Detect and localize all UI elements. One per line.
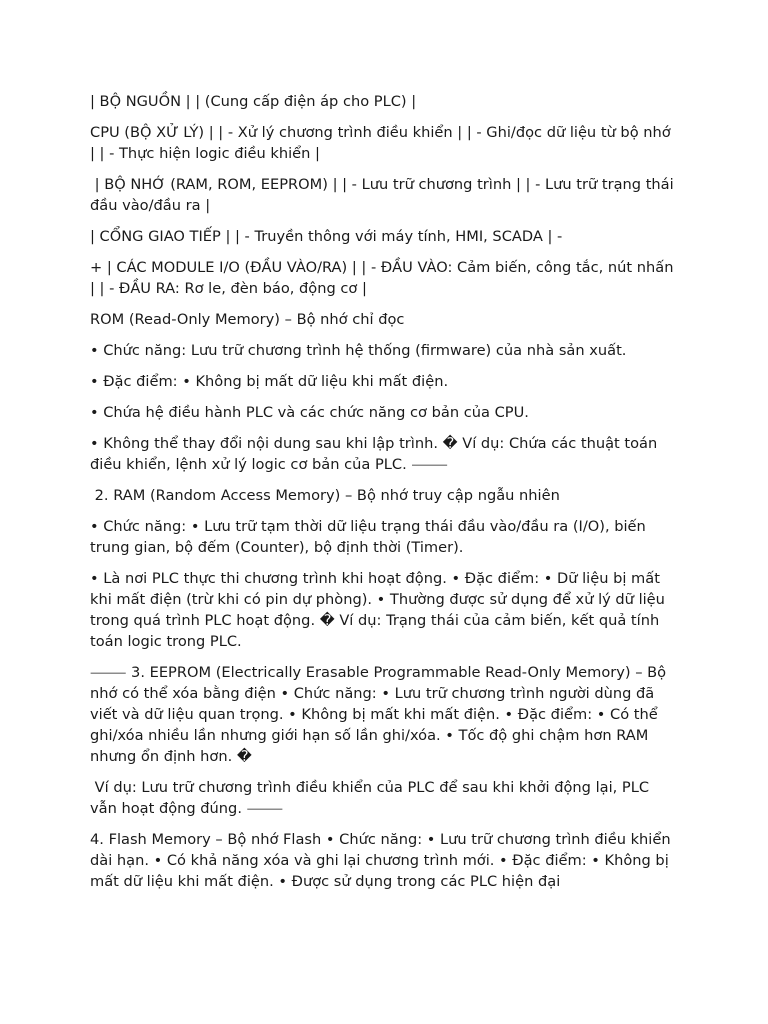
paragraph-eeprom: ⸻ 3. EEPROM (Electrically Erasable Programmable Read-Only Memory) – Bộ nhớ có thể xóa bằng điện • Chức năng: • Lưu trữ chương trình người dùng đã viết và dữ liệu quan trọng. • Không bị mất khi mất điện. • Đặc điểm: • Có thể ghi/xóa nhiều lần nhưng giới hạn số lần ghi/xóa. • Tốc độ ghi chậm hơn RAM nhưng ổn định hơn. �	[90, 664, 671, 765]
paragraph-ram-function: • Chức năng: • Lưu trữ tạm thời dữ liệu trạng thái đầu vào/đầu ra (I/O), biến trung gian, bộ đếm (Counter), bộ định thời (Timer).	[90, 518, 651, 556]
document-body	[90, 91, 678, 902]
paragraph-io-modules: + | CÁC MODULE I/O (ĐẦU VÀO/RA) | | - ĐẦU VÀO: Cảm biến, công tắc, nút nhấn | | - ĐẦU RA: Rơ le, đèn báo, động cơ |	[90, 259, 679, 297]
paragraph-cpu: CPU (BỘ XỬ LÝ) | | - Xử lý chương trình điều khiển | | - Ghi/đọc dữ liệu từ bộ nhớ | | - Thực hiện logic điều khiển |	[90, 124, 676, 162]
paragraph-rom-heading: ROM (Read-Only Memory) – Bộ nhớ chỉ đọc	[90, 311, 405, 328]
paragraph-rom-feature: • Đặc điểm: • Không bị mất dữ liệu khi mất điện.	[90, 373, 449, 390]
paragraph-memory-block: | BỘ NHỚ (RAM, ROM, EEPROM) | | - Lưu trữ chương trình | | - Lưu trữ trạng thái đầu vào/đầu ra |	[90, 176, 679, 214]
paragraph-rom-example: • Không thể thay đổi nội dung sau khi lập trình. � Ví dụ: Chứa các thuật toán điều khiển, lệnh xử lý logic cơ bản của PLC. ⸻	[90, 435, 662, 473]
paragraph-rom-os: • Chứa hệ điều hành PLC và các chức năng cơ bản của CPU.	[90, 404, 529, 421]
paragraph-power-supply: | BỘ NGUỒN | | (Cung cấp điện áp cho PLC) |	[90, 93, 417, 110]
paragraph-flash: 4. Flash Memory – Bộ nhớ Flash • Chức năng: • Lưu trữ chương trình điều khiển dài hạn. • Có khả năng xóa và ghi lại chương trình mới. • Đặc điểm: • Không bị mất dữ liệu khi mất điện. • Được sử dụng trong các PLC hiện đại	[90, 831, 676, 890]
paragraph-comm-port: | CỔNG GIAO TIẾP | | - Truyền thông với máy tính, HMI, SCADA | -	[90, 228, 563, 245]
paragraph-ram-heading: 2. RAM (Random Access Memory) – Bộ nhớ truy cập ngẫu nhiên	[90, 487, 560, 504]
paragraph-rom-function: • Chức năng: Lưu trữ chương trình hệ thống (firmware) của nhà sản xuất.	[90, 342, 627, 359]
paragraph-ram-details: • Là nơi PLC thực thi chương trình khi hoạt động. • Đặc điểm: • Dữ liệu bị mất khi mất điện (trừ khi có pin dự phòng). • Thường được sử dụng để xử lý dữ liệu trong quá trình PLC hoạt động. � Ví dụ: Trạng thái của cảm biến, kết quả tính toán logic trong PLC.	[90, 570, 670, 650]
paragraph-eeprom-example: Ví dụ: Lưu trữ chương trình điều khiển của PLC để sau khi khởi động lại, PLC vẫn hoạt động đúng. ⸻	[90, 779, 654, 817]
